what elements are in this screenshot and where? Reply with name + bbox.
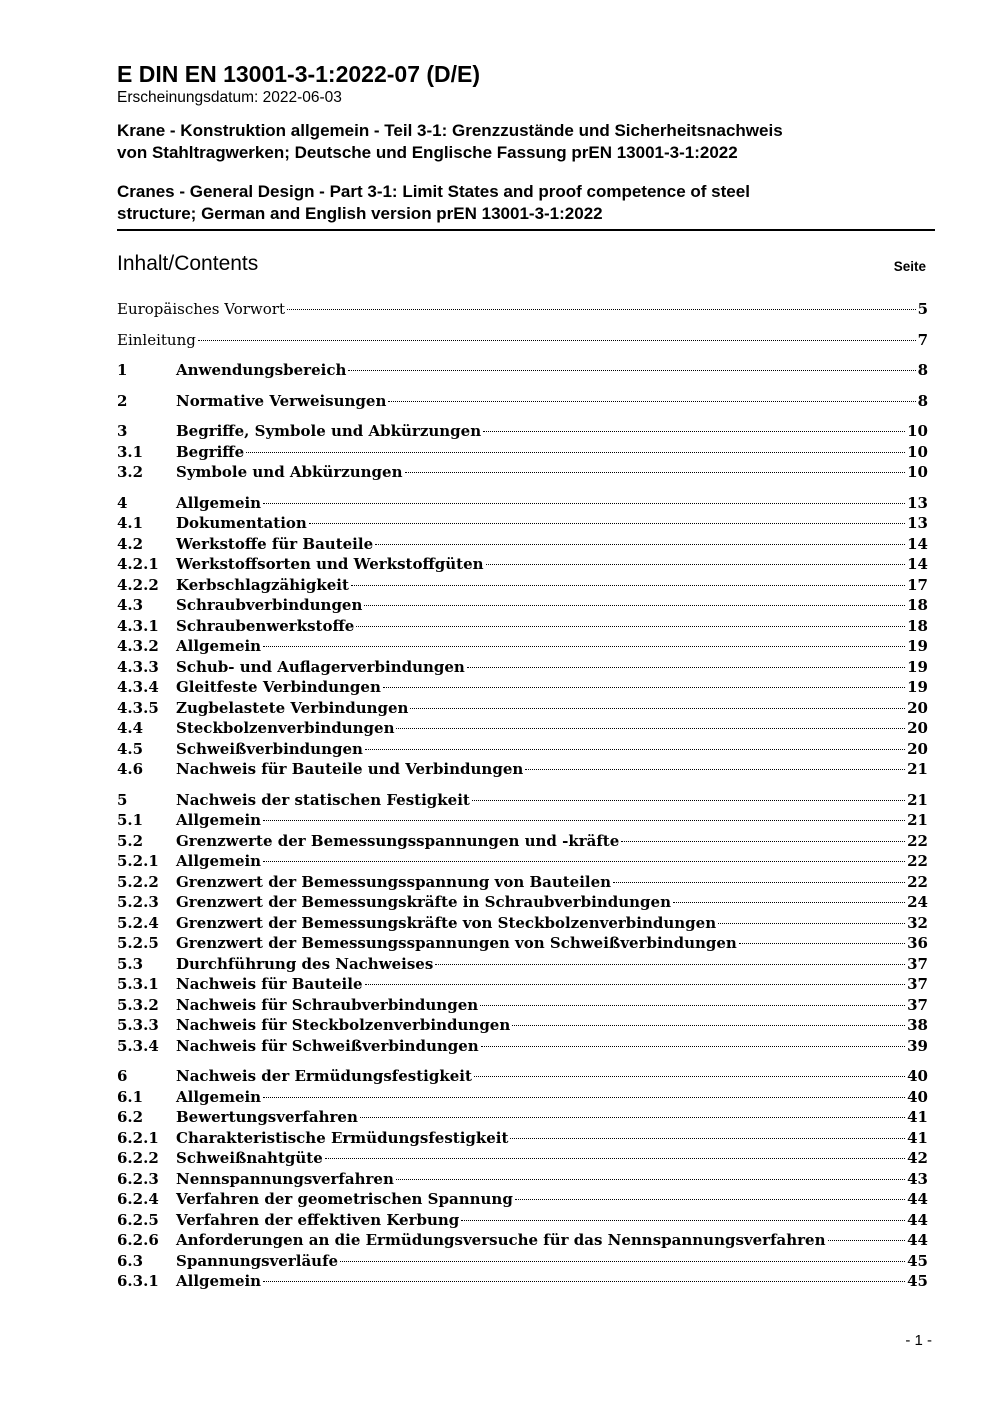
toc-entry[interactable] xyxy=(117,851,928,872)
toc-entry-number: 6.3 xyxy=(117,1251,144,1270)
toc-entry-page: 7 xyxy=(917,330,928,349)
toc-entry-number: 6.1 xyxy=(117,1087,144,1106)
toc-entry[interactable] xyxy=(117,831,928,852)
publication-date: Erscheinungsdatum: 2022-06-03 xyxy=(117,89,342,106)
toc-entry-title: Gleitfeste Verbindungen xyxy=(176,678,381,696)
toc-dot-leader xyxy=(263,1097,905,1098)
toc-group xyxy=(117,391,928,412)
toc-entry[interactable] xyxy=(117,1230,928,1251)
toc-entry[interactable] xyxy=(117,1251,928,1272)
toc-entry-title: Nennspannungsverfahren xyxy=(176,1169,394,1188)
toc-entry-page: 39 xyxy=(907,1036,928,1055)
toc-entry-title: Europäisches Vorwort xyxy=(117,300,285,318)
toc-entry-page: 37 xyxy=(907,995,928,1014)
toc-entry-page: 41 xyxy=(907,1128,928,1147)
title-english-line-2: structure; German and English version prEN 13001-3-1:2022 xyxy=(117,204,603,223)
toc-entry-title: Normative Verweisungen xyxy=(176,391,387,410)
toc-entry-page: 32 xyxy=(907,913,928,932)
toc-group xyxy=(117,493,928,780)
toc-entry-page: 40 xyxy=(907,1067,928,1085)
toc-entry-title: Allgemein xyxy=(176,1272,262,1290)
toc-header xyxy=(117,251,926,277)
toc-entry-page: 21 xyxy=(907,760,928,778)
toc-entry[interactable] xyxy=(117,790,928,811)
toc-entry[interactable] xyxy=(117,1107,928,1128)
table-of-contents xyxy=(117,299,928,1292)
toc-entry[interactable] xyxy=(117,462,928,483)
toc-dot-leader xyxy=(263,1281,905,1282)
toc-entry-title: Allgemein xyxy=(176,852,262,870)
toc-entry-number: 4.2.1 xyxy=(117,555,159,573)
toc-entry-title: Nachweis für Schraubverbindungen xyxy=(176,995,479,1014)
toc-entry[interactable] xyxy=(117,892,928,913)
toc-entry-title: Grenzwerte der Bemessungsspannungen und -kräfte xyxy=(176,831,620,850)
toc-heading: Inhalt/Contents xyxy=(117,252,259,275)
toc-entry-title: Grenzwert der Bemessungsspannung von Bauteilen xyxy=(176,872,612,891)
toc-entry-page: 17 xyxy=(907,575,928,594)
toc-entry-page: 10 xyxy=(907,463,928,481)
toc-entry-number: 4.3 xyxy=(117,596,144,614)
toc-dot-leader xyxy=(718,923,905,924)
toc-dot-leader xyxy=(351,585,905,586)
toc-dot-leader xyxy=(828,1240,906,1241)
toc-entry-page: 10 xyxy=(907,422,928,440)
toc-entry-title: Charakteristische Ermüdungsfestigkeit xyxy=(176,1128,509,1147)
toc-entry[interactable] xyxy=(117,1169,928,1190)
toc-entry[interactable] xyxy=(117,913,928,934)
toc-entry[interactable] xyxy=(117,421,928,442)
title-english xyxy=(117,181,935,225)
toc-dot-leader xyxy=(396,1179,905,1180)
toc-entry-page: 43 xyxy=(907,1169,928,1188)
toc-group xyxy=(117,299,928,320)
toc-entry-number: 5 xyxy=(117,790,128,809)
toc-entry-number: 5.1 xyxy=(117,811,144,829)
toc-entry-number: 5.3.2 xyxy=(117,995,159,1014)
toc-entry-page: 36 xyxy=(907,934,928,952)
toc-entry-page: 18 xyxy=(907,616,928,635)
toc-entry-number: 3 xyxy=(117,422,128,440)
toc-entry-number: 4.1 xyxy=(117,514,144,532)
toc-entry[interactable] xyxy=(117,513,928,534)
toc-entry-title: Verfahren der geometrischen Spannung xyxy=(176,1190,513,1208)
toc-group xyxy=(117,790,928,1057)
toc-entry-number: 5.2.2 xyxy=(117,872,159,891)
toc-entry[interactable] xyxy=(117,1128,928,1149)
toc-dot-leader xyxy=(512,1025,905,1026)
toc-entry[interactable] xyxy=(117,360,928,381)
toc-dot-leader xyxy=(365,984,906,985)
toc-dot-leader xyxy=(388,401,915,402)
toc-dot-leader xyxy=(309,523,905,524)
toc-dot-leader xyxy=(410,708,905,709)
toc-entry-page: 40 xyxy=(907,1087,928,1106)
toc-entry-title: Anforderungen an die Ermüdungsversuche für das Nennspannungsverfahren xyxy=(176,1231,826,1249)
toc-entry-number: 6.2.6 xyxy=(117,1231,159,1249)
toc-dot-leader xyxy=(673,902,905,903)
toc-entry[interactable] xyxy=(117,1036,928,1057)
toc-entry[interactable] xyxy=(117,1066,928,1087)
toc-entry[interactable] xyxy=(117,391,928,412)
toc-dot-leader xyxy=(483,431,905,432)
toc-entry-title: Dokumentation xyxy=(176,514,307,532)
toc-entry-title: Kerbschlagzähigkeit xyxy=(176,575,349,594)
toc-dot-leader xyxy=(461,1220,905,1221)
toc-entry[interactable] xyxy=(117,718,928,739)
toc-entry-number: 6.2.1 xyxy=(117,1128,159,1147)
toc-dot-leader xyxy=(525,769,905,770)
toc-entry[interactable] xyxy=(117,677,928,698)
toc-entry[interactable] xyxy=(117,534,928,555)
toc-entry-page: 44 xyxy=(907,1210,928,1229)
toc-entry-page: 20 xyxy=(907,719,928,737)
toc-entry-title: Begriffe, Symbole und Abkürzungen xyxy=(176,422,482,440)
toc-entry[interactable] xyxy=(117,759,928,780)
toc-entry-title: Nachweis für Bauteile und Verbindungen xyxy=(176,760,524,778)
toc-dot-leader xyxy=(263,861,905,862)
toc-dot-leader xyxy=(515,1199,905,1200)
toc-entry-number: 4.5 xyxy=(117,739,144,758)
toc-entry-page: 5 xyxy=(917,300,928,318)
toc-entry-title: Nachweis für Schweißverbindungen xyxy=(176,1036,479,1055)
toc-entry[interactable] xyxy=(117,810,928,831)
toc-entry-page: 22 xyxy=(907,852,928,870)
document-id: E DIN EN 13001-3-1:2022-07 (D/E) xyxy=(117,61,481,87)
toc-entry[interactable] xyxy=(117,1015,928,1036)
toc-entry[interactable] xyxy=(117,1210,928,1231)
toc-entry-number: 5.3.1 xyxy=(117,975,159,993)
toc-entry-title: Nachweis der Ermüdungsfestigkeit xyxy=(176,1067,472,1085)
toc-entry[interactable] xyxy=(117,575,928,596)
title-german-line-2: von Stahltragwerken; Deutsche und Englische Fassung prEN 13001-3-1:2022 xyxy=(117,143,738,162)
toc-entry[interactable] xyxy=(117,493,928,514)
toc-entry-title: Allgemein xyxy=(176,811,262,829)
toc-entry-title: Allgemein xyxy=(176,493,262,512)
toc-entry-page: 37 xyxy=(907,975,928,993)
toc-entry-title: Grenzwert der Bemessungsspannungen von Schweißverbindungen xyxy=(176,934,737,952)
toc-entry-number: 2 xyxy=(117,391,128,410)
toc-entry-title: Symbole und Abkürzungen xyxy=(176,463,403,481)
toc-entry-page: 37 xyxy=(907,954,928,973)
toc-dot-leader xyxy=(510,1138,905,1139)
toc-entry-title: Werkstoffsorten und Werkstoffgüten xyxy=(176,555,484,573)
toc-entry-number: 5.2.5 xyxy=(117,934,159,952)
toc-dot-leader xyxy=(472,800,905,801)
toc-dot-leader xyxy=(405,472,906,473)
toc-entry-title: Grenzwert der Bemessungskräfte von Steckbolzenverbindungen xyxy=(176,913,717,932)
toc-dot-leader xyxy=(739,943,905,944)
toc-dot-leader xyxy=(365,749,905,750)
toc-entry-number: 5.2.3 xyxy=(117,893,159,911)
toc-entry-page: 22 xyxy=(907,872,928,891)
toc-entry[interactable] xyxy=(117,954,928,975)
toc-dot-leader xyxy=(396,728,905,729)
toc-entry-number: 6.2 xyxy=(117,1108,144,1126)
toc-entry-title: Schweißnahtgüte xyxy=(176,1149,323,1167)
toc-entry-page: 19 xyxy=(907,678,928,696)
toc-entry-number: 5.2 xyxy=(117,831,144,850)
toc-entry-title: Begriffe xyxy=(176,442,245,461)
page-column-label: Seite xyxy=(893,259,926,274)
title-german-line-1: Krane - Konstruktion allgemein - Teil 3-1: Grenzzustände und Sicherheitsnachweis xyxy=(117,121,783,140)
toc-entry-page: 21 xyxy=(907,811,928,829)
toc-entry-page: 8 xyxy=(917,361,928,379)
toc-entry-page: 20 xyxy=(907,739,928,758)
toc-entry-page: 44 xyxy=(907,1231,928,1249)
toc-dot-leader xyxy=(364,605,905,606)
toc-entry-title: Grenzwert der Bemessungskräfte in Schraubverbindungen xyxy=(176,893,671,911)
toc-entry[interactable] xyxy=(117,442,928,463)
toc-entry-number: 6.2.2 xyxy=(117,1149,159,1167)
toc-entry-title: Nachweis für Steckbolzenverbindungen xyxy=(176,1016,511,1034)
toc-entry-title: Schweißverbindungen xyxy=(176,739,363,758)
toc-dot-leader xyxy=(348,370,915,371)
toc-entry-number: 4.2 xyxy=(117,534,144,553)
toc-entry-page: 20 xyxy=(907,698,928,717)
toc-entry[interactable] xyxy=(117,1087,928,1108)
toc-dot-leader xyxy=(435,964,905,965)
toc-entry-page: 13 xyxy=(907,514,928,532)
toc-dot-leader xyxy=(613,882,905,883)
toc-dot-leader xyxy=(198,340,916,341)
toc-entry-page: 19 xyxy=(907,637,928,655)
toc-entry[interactable] xyxy=(117,636,928,657)
title-german xyxy=(117,120,935,164)
toc-entry-number: 4.4 xyxy=(117,719,144,737)
toc-entry-number: 4.6 xyxy=(117,760,144,778)
toc-entry-page: 24 xyxy=(907,893,928,911)
toc-entry-page: 42 xyxy=(907,1149,928,1167)
toc-entry-number: 5.2.4 xyxy=(117,913,159,932)
toc-dot-leader xyxy=(340,1261,905,1262)
toc-dot-leader xyxy=(621,841,905,842)
toc-entry-page: 45 xyxy=(907,1272,928,1290)
toc-entry-title: Spannungsverläufe xyxy=(176,1251,339,1270)
toc-group xyxy=(117,330,928,351)
toc-dot-leader xyxy=(356,626,905,627)
toc-entry-title: Allgemein xyxy=(176,1087,262,1106)
toc-entry-title: Steckbolzenverbindungen xyxy=(176,719,395,737)
toc-entry-title: Verfahren der effektiven Kerbung xyxy=(176,1210,460,1229)
toc-group xyxy=(117,421,928,483)
toc-entry-title: Durchführung des Nachweises xyxy=(176,954,434,973)
toc-entry-number: 4.3.1 xyxy=(117,616,159,635)
toc-entry-page: 19 xyxy=(907,657,928,676)
toc-entry-page: 13 xyxy=(907,493,928,512)
toc-entry[interactable] xyxy=(117,933,928,954)
toc-entry-title: Nachweis für Bauteile xyxy=(176,975,363,993)
toc-group xyxy=(117,360,928,381)
toc-entry-page: 10 xyxy=(907,442,928,461)
document-page xyxy=(117,60,935,1302)
toc-entry-title: Zugbelastete Verbindungen xyxy=(176,698,409,717)
toc-entry-number: 5.2.1 xyxy=(117,852,159,870)
toc-entry-number: 4.3.4 xyxy=(117,678,159,696)
toc-group xyxy=(117,1066,928,1292)
toc-entry-page: 21 xyxy=(907,790,928,809)
toc-entry-title: Werkstoffe für Bauteile xyxy=(176,534,374,553)
toc-entry[interactable] xyxy=(117,330,928,351)
toc-entry[interactable] xyxy=(117,739,928,760)
toc-entry[interactable] xyxy=(117,1189,928,1210)
toc-entry-number: 3.1 xyxy=(117,442,144,461)
toc-entry-page: 45 xyxy=(907,1251,928,1270)
title-divider xyxy=(117,229,935,231)
toc-dot-leader xyxy=(486,564,906,565)
toc-entry-page: 44 xyxy=(907,1190,928,1208)
toc-dot-leader xyxy=(263,820,905,821)
toc-dot-leader xyxy=(383,687,905,688)
toc-entry-number: 4 xyxy=(117,493,128,512)
toc-entry[interactable] xyxy=(117,595,928,616)
toc-entry[interactable] xyxy=(117,1148,928,1169)
toc-entry-number: 6.3.1 xyxy=(117,1272,159,1290)
toc-entry-page: 18 xyxy=(907,596,928,614)
toc-dot-leader xyxy=(474,1076,905,1077)
toc-dot-leader xyxy=(325,1158,905,1159)
toc-entry-title: Anwendungsbereich xyxy=(176,361,347,379)
toc-entry-number: 4.3.3 xyxy=(117,657,159,676)
toc-dot-leader xyxy=(360,1117,905,1118)
toc-dot-leader xyxy=(246,452,905,453)
toc-entry-title: Schraubenwerkstoffe xyxy=(176,616,355,635)
toc-dot-leader xyxy=(263,503,905,504)
toc-entry-page: 8 xyxy=(917,391,928,410)
toc-entry[interactable] xyxy=(117,299,928,320)
toc-entry-number: 3.2 xyxy=(117,463,144,481)
toc-entry-number: 6.2.5 xyxy=(117,1210,159,1229)
toc-entry[interactable] xyxy=(117,616,928,637)
toc-dot-leader xyxy=(467,667,905,668)
toc-dot-leader xyxy=(481,1046,905,1047)
toc-entry-page: 41 xyxy=(907,1108,928,1126)
toc-entry-number: 1 xyxy=(117,361,128,379)
toc-entry-title: Bewertungsverfahren xyxy=(176,1108,358,1126)
toc-entry[interactable] xyxy=(117,872,928,893)
toc-entry-number: 6 xyxy=(117,1067,128,1085)
toc-entry-number: 5.3 xyxy=(117,954,144,973)
toc-entry-number: 4.3.2 xyxy=(117,637,159,655)
toc-dot-leader xyxy=(263,646,905,647)
toc-entry-title: Schraubverbindungen xyxy=(176,596,363,614)
toc-entry-number: 4.2.2 xyxy=(117,575,159,594)
toc-entry[interactable] xyxy=(117,1271,928,1292)
toc-entry-number: 5.3.3 xyxy=(117,1016,159,1034)
toc-entry-number: 4.3.5 xyxy=(117,698,159,717)
toc-entry-page: 14 xyxy=(907,534,928,553)
toc-entry-title: Schub- und Auflagerverbindungen xyxy=(176,657,465,676)
title-english-line-1: Cranes - General Design - Part 3-1: Limit States and proof competence of steel xyxy=(117,182,750,201)
toc-entry[interactable] xyxy=(117,995,928,1016)
toc-entry-title: Nachweis der statischen Festigkeit xyxy=(176,790,470,809)
toc-dot-leader xyxy=(480,1005,905,1006)
toc-entry[interactable] xyxy=(117,657,928,678)
page-number: - 1 - xyxy=(905,1332,932,1349)
toc-entry-page: 22 xyxy=(907,831,928,850)
toc-entry-title: Einleitung xyxy=(117,330,196,349)
toc-entry-number: 6.2.4 xyxy=(117,1190,159,1208)
toc-entry-number: 5.3.4 xyxy=(117,1036,159,1055)
toc-entry-title: Allgemein xyxy=(176,637,262,655)
toc-entry[interactable] xyxy=(117,554,928,575)
toc-entry-page: 14 xyxy=(907,555,928,573)
toc-dot-leader xyxy=(375,544,905,545)
toc-entry[interactable] xyxy=(117,974,928,995)
toc-entry-number: 6.2.3 xyxy=(117,1169,159,1188)
toc-dot-leader xyxy=(287,309,916,310)
toc-entry[interactable] xyxy=(117,698,928,719)
toc-entry-page: 38 xyxy=(907,1016,928,1034)
